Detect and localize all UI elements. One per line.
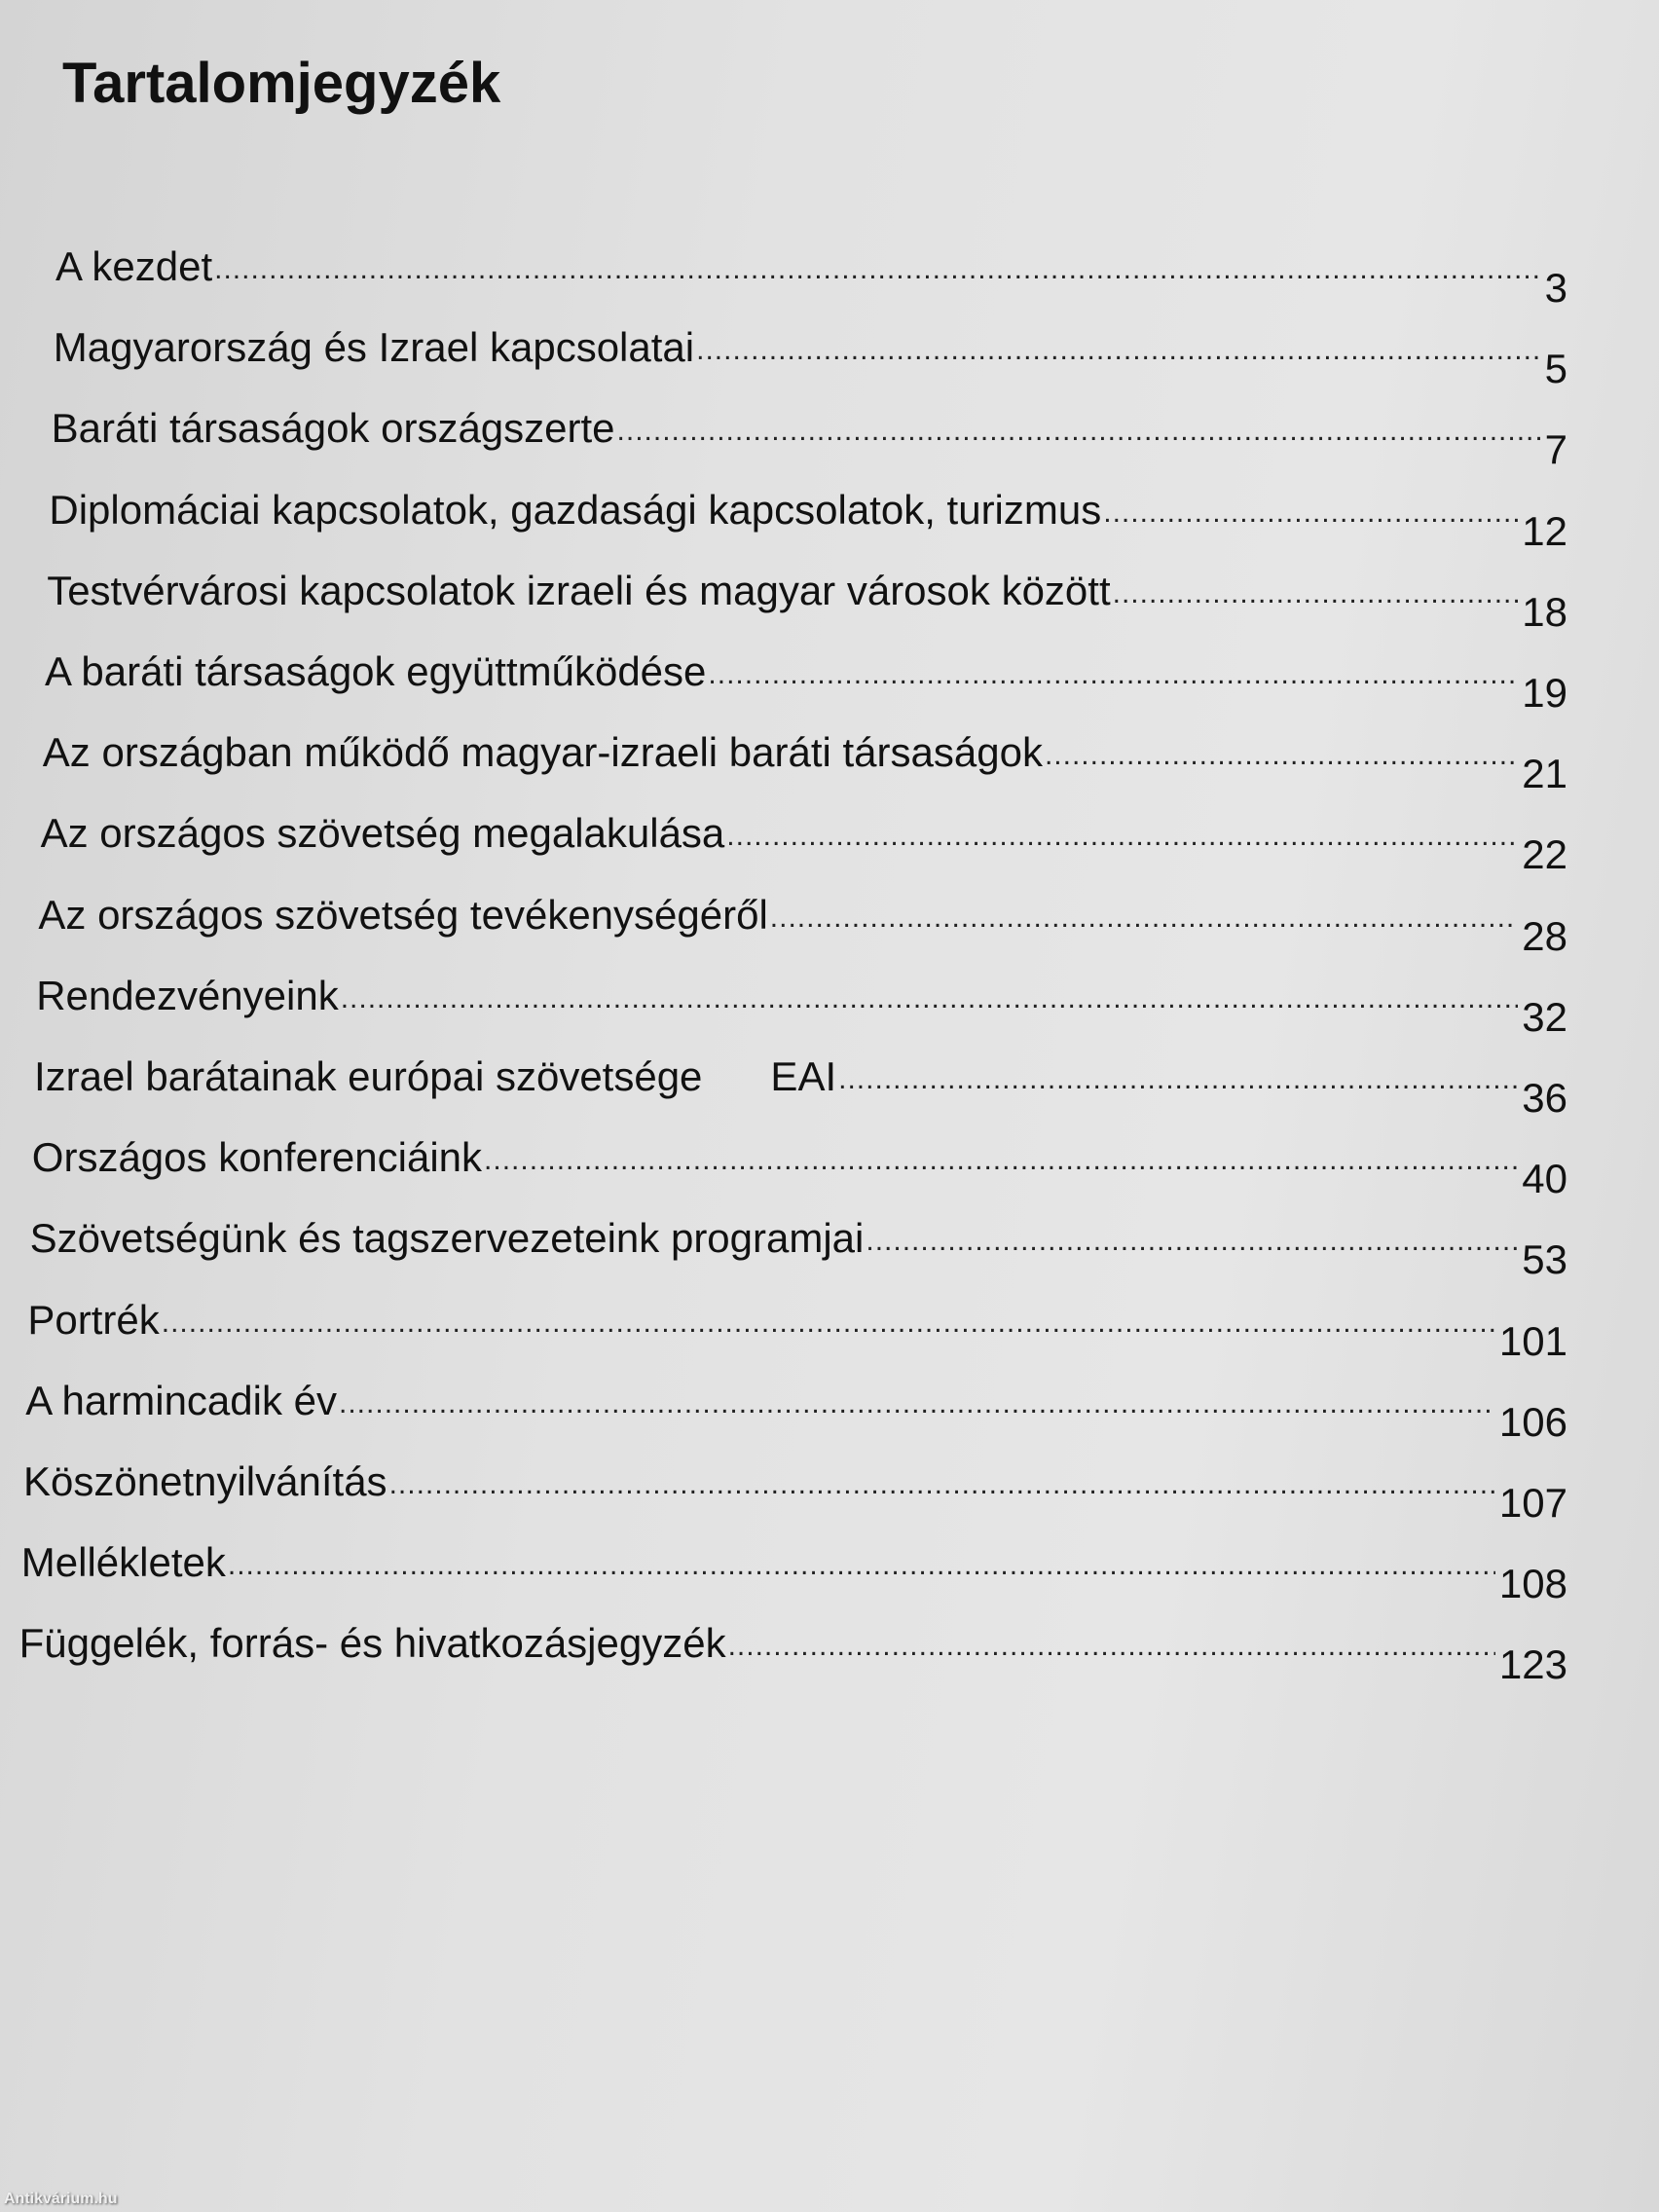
toc-entry — [53, 303, 1567, 392]
dot-leader — [339, 1389, 1495, 1419]
dot-leader — [866, 1227, 1518, 1256]
toc-entry-title: Köszönetnyilvánítás — [23, 1458, 387, 1504]
dot-leader — [708, 660, 1518, 689]
toc-entry — [49, 465, 1567, 554]
toc-entry-title: Izrael barátainak európai szövetsége EAI — [34, 1053, 837, 1099]
toc-entry-title: Országos konferenciáink — [31, 1134, 483, 1181]
toc-entry-page: 36 — [1522, 1075, 1567, 1121]
toc-entry-title: Magyarország és Izrael kapcsolatai — [53, 324, 695, 371]
dot-leader — [341, 984, 1519, 1014]
toc-entry — [36, 951, 1567, 1040]
toc-entry-page: 3 — [1544, 265, 1567, 311]
toc-entry — [38, 870, 1567, 959]
toc-entry-title: A kezdet — [55, 243, 213, 289]
watermark: Antikvárium.hu — [4, 2191, 118, 2207]
toc-entry-page: 101 — [1498, 1317, 1567, 1364]
toc-entry — [47, 546, 1567, 635]
dot-leader — [162, 1309, 1495, 1338]
dot-leader — [838, 1065, 1518, 1094]
toc-entry — [25, 1356, 1567, 1445]
toc-entry-page: 5 — [1544, 346, 1567, 392]
toc-entry — [34, 1032, 1567, 1121]
toc-entry-title: Mellékletek — [20, 1539, 226, 1586]
toc-entry — [45, 627, 1567, 716]
dot-leader — [1045, 741, 1518, 770]
toc-entry-title: Az országos szövetség tevékenységéről — [38, 891, 768, 938]
toc-entry-title: A harmincadik év — [25, 1377, 338, 1423]
dot-leader — [726, 822, 1518, 851]
dot-leader — [484, 1146, 1518, 1175]
toc-entry-page: 32 — [1522, 993, 1567, 1040]
dot-leader — [770, 903, 1518, 933]
toc-entry-title: Baráti társaságok országszerte — [51, 405, 615, 452]
dot-leader — [617, 417, 1541, 446]
toc-entry-page: 123 — [1498, 1641, 1567, 1688]
toc-entry — [40, 789, 1567, 878]
page-title: Tartalomjegyzék — [62, 52, 501, 115]
dot-leader — [728, 1632, 1495, 1661]
dot-leader — [696, 336, 1541, 365]
toc-entry — [20, 1518, 1567, 1607]
toc-entry-title: Az országos szövetség megalakulása — [40, 810, 725, 857]
toc-entry-page: 7 — [1544, 426, 1567, 473]
dot-leader — [389, 1470, 1495, 1499]
toc-entry-page: 108 — [1498, 1561, 1567, 1607]
toc-entry-title: Szövetségünk és tagszervezeteink programjai — [29, 1215, 865, 1262]
toc-entry-page: 53 — [1522, 1236, 1567, 1283]
toc-entry-page: 22 — [1522, 831, 1567, 878]
toc-entry — [29, 1194, 1567, 1283]
toc-entry-title: Az országban működő magyar-izraeli baráti társaságok — [42, 729, 1043, 776]
toc-entry — [42, 708, 1567, 797]
toc-entry-page: 107 — [1498, 1480, 1567, 1526]
toc-entry — [18, 1599, 1567, 1688]
toc-entry-title: Rendezvényeink — [36, 972, 339, 1018]
toc-entry — [51, 384, 1567, 473]
toc-entry — [23, 1437, 1567, 1526]
dot-leader — [1113, 579, 1519, 608]
toc-entry-page: 40 — [1522, 1156, 1567, 1202]
toc-entry-title: Testvérvárosi kapcsolatok izraeli és magyar városok között — [47, 567, 1111, 613]
toc-entry — [31, 1113, 1567, 1202]
toc-entry-title: Függelék, forrás- és hivatkozásjegyzék — [18, 1620, 726, 1667]
toc-entry-page: 18 — [1522, 588, 1567, 635]
toc-entry — [55, 222, 1567, 311]
dot-leader — [228, 1551, 1495, 1580]
toc-entry-title: Diplomáciai kapcsolatok, gazdasági kapcsolatok, turizmus — [49, 486, 1102, 533]
toc-entry-page: 21 — [1522, 751, 1567, 797]
toc-entry-page: 28 — [1522, 912, 1567, 959]
dot-leader — [1103, 498, 1518, 528]
toc-entry-page: 19 — [1522, 670, 1567, 716]
toc-entry — [27, 1275, 1567, 1364]
toc-entry-page: 12 — [1522, 507, 1567, 554]
dot-leader — [214, 255, 1541, 284]
toc-entry-page: 106 — [1498, 1398, 1567, 1445]
toc-entry-title: A baráti társaságok együttműködése — [45, 648, 707, 694]
toc-entry-title: Portrék — [27, 1296, 160, 1343]
